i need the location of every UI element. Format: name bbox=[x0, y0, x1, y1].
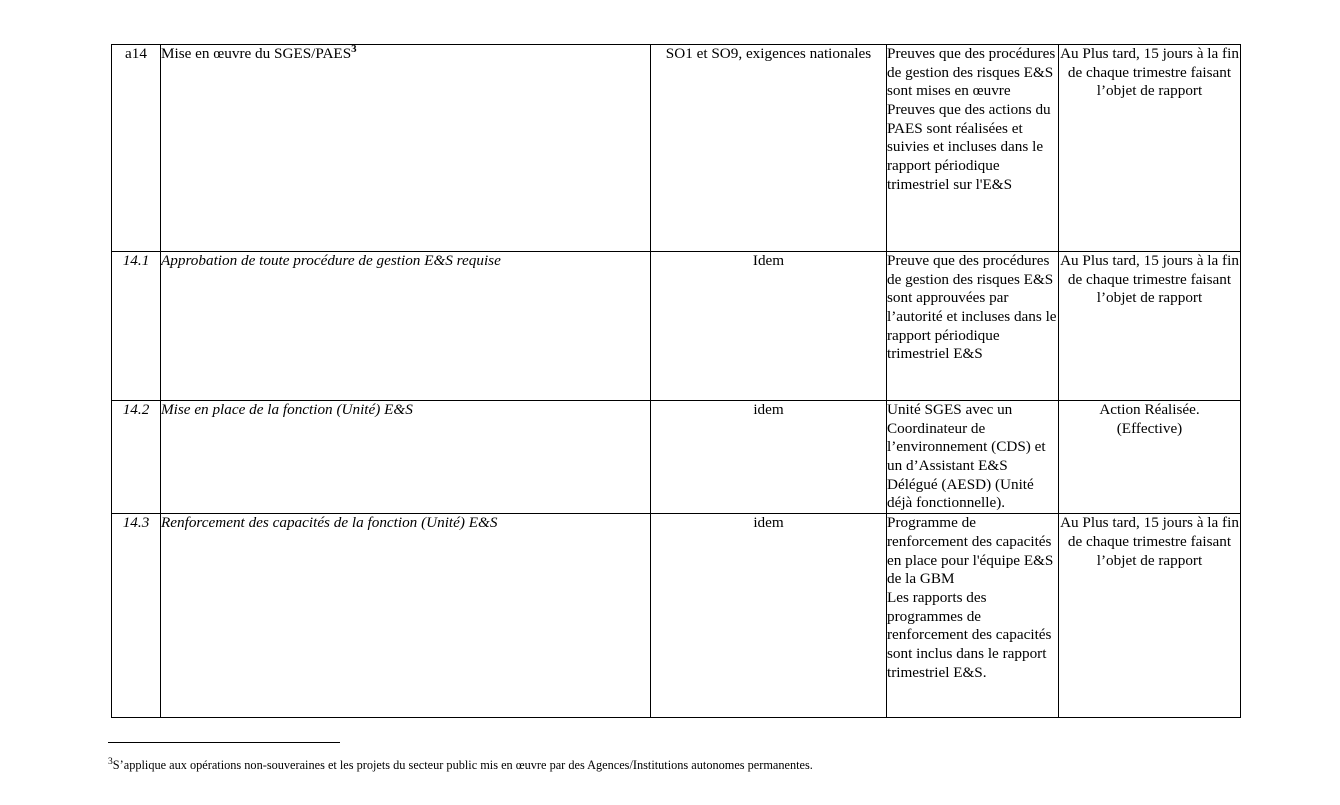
cell-indicator bbox=[887, 401, 1059, 514]
deadline-text: Au Plus tard, 15 jours à la fin de chaque trimestre faisant l’objet de rapport bbox=[1060, 252, 1239, 307]
cell-reference bbox=[112, 45, 161, 252]
cell-reference bbox=[112, 514, 161, 718]
cell-requirement bbox=[651, 401, 887, 514]
reference-value: 14.1 bbox=[122, 252, 150, 269]
requirement-text: idem bbox=[753, 514, 784, 532]
requirement-text: Idem bbox=[752, 252, 785, 269]
action-text: Approbation de toute procédure de gestion E&S requise bbox=[161, 252, 501, 269]
reference-value: a14 bbox=[125, 45, 147, 62]
indicator-text: Unité SGES avec un Coordinateur de l’environnement (CDS) et un d’Assistant E&S Délégué (AESD) (Unité déjà fonctionnelle). bbox=[887, 401, 1046, 512]
table-row bbox=[112, 401, 1241, 514]
table-row bbox=[112, 45, 1241, 252]
cell-action bbox=[161, 514, 651, 718]
indicator-text: Preuves que des procédures de gestion des risques E&S sont mises en œuvre Preuves que des actions du PAES sont réalisées et suivies et incluses dans le rapport périodique trimestriel sur l'E&S bbox=[887, 45, 1056, 193]
cell-requirement bbox=[651, 45, 887, 252]
footnote-reference: 3 bbox=[351, 42, 357, 55]
footnote-text: S’applique aux opérations non-souveraines et les projets du secteur public mis en œuvre par des Agences/Institutions autonomes permanentes. bbox=[112, 758, 813, 772]
cell-indicator bbox=[887, 514, 1059, 718]
cell-indicator bbox=[887, 252, 1059, 401]
cell-reference bbox=[112, 252, 161, 401]
footnote-marker: 3 bbox=[108, 755, 113, 767]
deadline-text: Au Plus tard, 15 jours à la fin de chaque trimestre faisant l’objet de rapport bbox=[1060, 45, 1239, 100]
cell-requirement bbox=[651, 252, 887, 401]
cell-indicator bbox=[887, 45, 1059, 252]
cell-deadline bbox=[1059, 514, 1241, 718]
footnote bbox=[108, 755, 1228, 773]
deadline-text: Action Réalisée. (Effective) bbox=[1099, 401, 1200, 437]
action-plan-table bbox=[111, 44, 1241, 718]
cell-requirement bbox=[651, 514, 887, 718]
cell-action bbox=[161, 42, 651, 252]
table-row bbox=[112, 514, 1241, 718]
cell-action bbox=[161, 401, 651, 514]
cell-deadline bbox=[1059, 45, 1241, 252]
cell-action bbox=[161, 252, 651, 401]
footnote-separator-rule bbox=[108, 742, 340, 743]
action-text: Mise en œuvre du SGES/PAES bbox=[161, 45, 352, 62]
cell-reference bbox=[112, 401, 161, 514]
cell-deadline bbox=[1059, 252, 1241, 401]
deadline-text: Au Plus tard, 15 jours à la fin de chaque trimestre faisant l’objet de rapport bbox=[1060, 514, 1239, 569]
requirement-text: SO1 et SO9, exigences nationales bbox=[665, 45, 872, 62]
reference-value: 14.2 bbox=[122, 401, 150, 418]
reference-value: 14.3 bbox=[122, 514, 150, 532]
action-text: Mise en place de la fonction (Unité) E&S bbox=[161, 401, 413, 418]
indicator-text: Preuve que des procédures de gestion des risques E&S sont approuvées par l’autorité et incluses dans le rapport périodique trimestriel E&S bbox=[887, 252, 1057, 363]
action-text: Renforcement des capacités de la fonction (Unité) E&S bbox=[161, 514, 498, 532]
requirement-text: idem bbox=[753, 401, 784, 418]
table-body bbox=[112, 42, 1241, 718]
indicator-text: Programme de renforcement des capacités en place pour l'équipe E&S de la GBM Les rapports des programmes de renforcement des capacités sont inclus dans le rapport trimestriel E&S. bbox=[887, 514, 1054, 681]
cell-deadline bbox=[1059, 401, 1241, 514]
table-row bbox=[112, 252, 1241, 401]
